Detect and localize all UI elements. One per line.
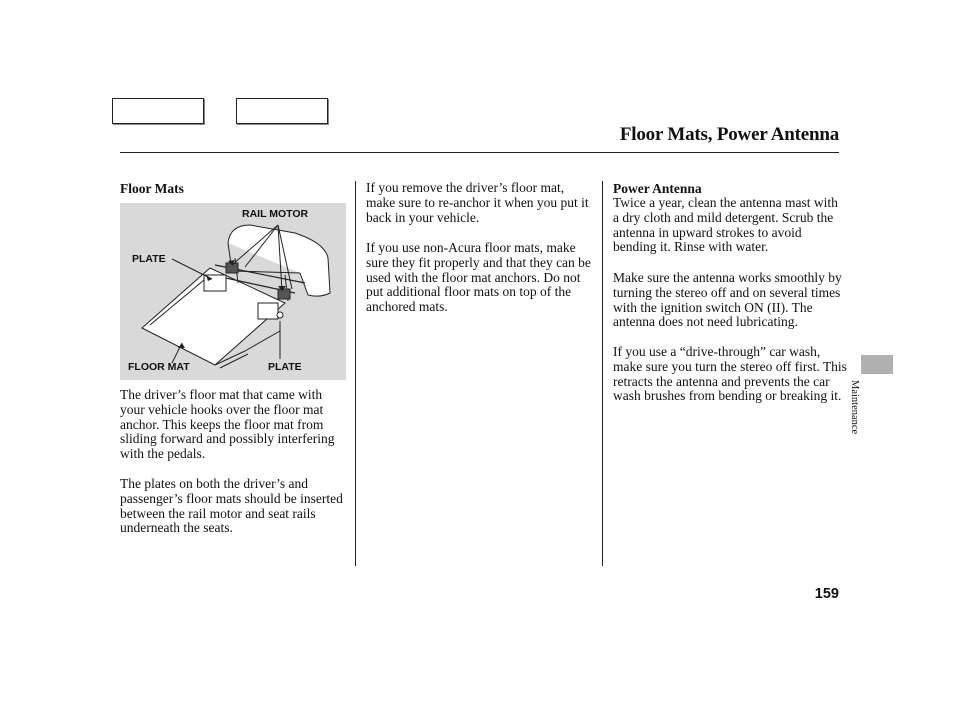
column-divider xyxy=(602,181,603,566)
floor-mats-heading: Floor Mats xyxy=(120,181,184,196)
floor-mat-label: FLOOR MAT xyxy=(128,361,190,373)
previous-page-button[interactable] xyxy=(112,98,204,124)
rail-motor-label: RAIL MOTOR xyxy=(242,208,309,220)
antenna-works-paragraph: Make sure the antenna works smoothly by turning the stereo off and on several times with the ignition switch ON (II). The antenna does not need lubricating. xyxy=(613,270,842,330)
car-wash-paragraph: If you use a “drive-through” car wash, make sure you turn the stereo off first. This retracts the antenna and prevents the car wash brushes from bending or breaking it. xyxy=(613,344,847,404)
next-page-button[interactable] xyxy=(236,98,328,124)
plate-label-left: PLATE xyxy=(132,253,166,265)
page-number: 159 xyxy=(814,586,839,602)
section-tab-marker xyxy=(861,355,893,374)
column-divider xyxy=(355,181,356,566)
non-acura-mats-paragraph: If you use non-Acura floor mats, make sure they fit properly and that they can be used with the floor mat anchors. Do not put additional floor mats on top of the anchored mats. xyxy=(366,240,591,315)
plate-label-bottom: PLATE xyxy=(268,361,302,373)
title-divider xyxy=(120,152,839,153)
power-antenna-heading: Power Antenna xyxy=(613,181,702,196)
floor-mat-diagram xyxy=(120,203,346,380)
re-anchor-paragraph: If you remove the driver’s floor mat, make sure to re-anchor it when you put it back in your vehicle. xyxy=(366,180,589,225)
floor-mat-illustration xyxy=(120,203,346,380)
plates-paragraph: The plates on both the driver’s and passenger’s floor mats should be inserted between the rail motor and seat rails underneath the seats. xyxy=(120,476,343,536)
page-title: Floor Mats, Power Antenna xyxy=(619,124,839,145)
floor-mat-anchor-paragraph: The driver’s floor mat that came with your vehicle hooks over the floor mat anchor. This keeps the floor mat from sliding forward and possibly interfering with the pedals. xyxy=(120,387,335,462)
antenna-cleaning-paragraph: Twice a year, clean the antenna mast with a dry cloth and mild detergent. Scrub the antenna in upward strokes to avoid bending it. Rinse with water. xyxy=(613,195,838,255)
section-tab-label: Maintenance xyxy=(849,380,860,435)
